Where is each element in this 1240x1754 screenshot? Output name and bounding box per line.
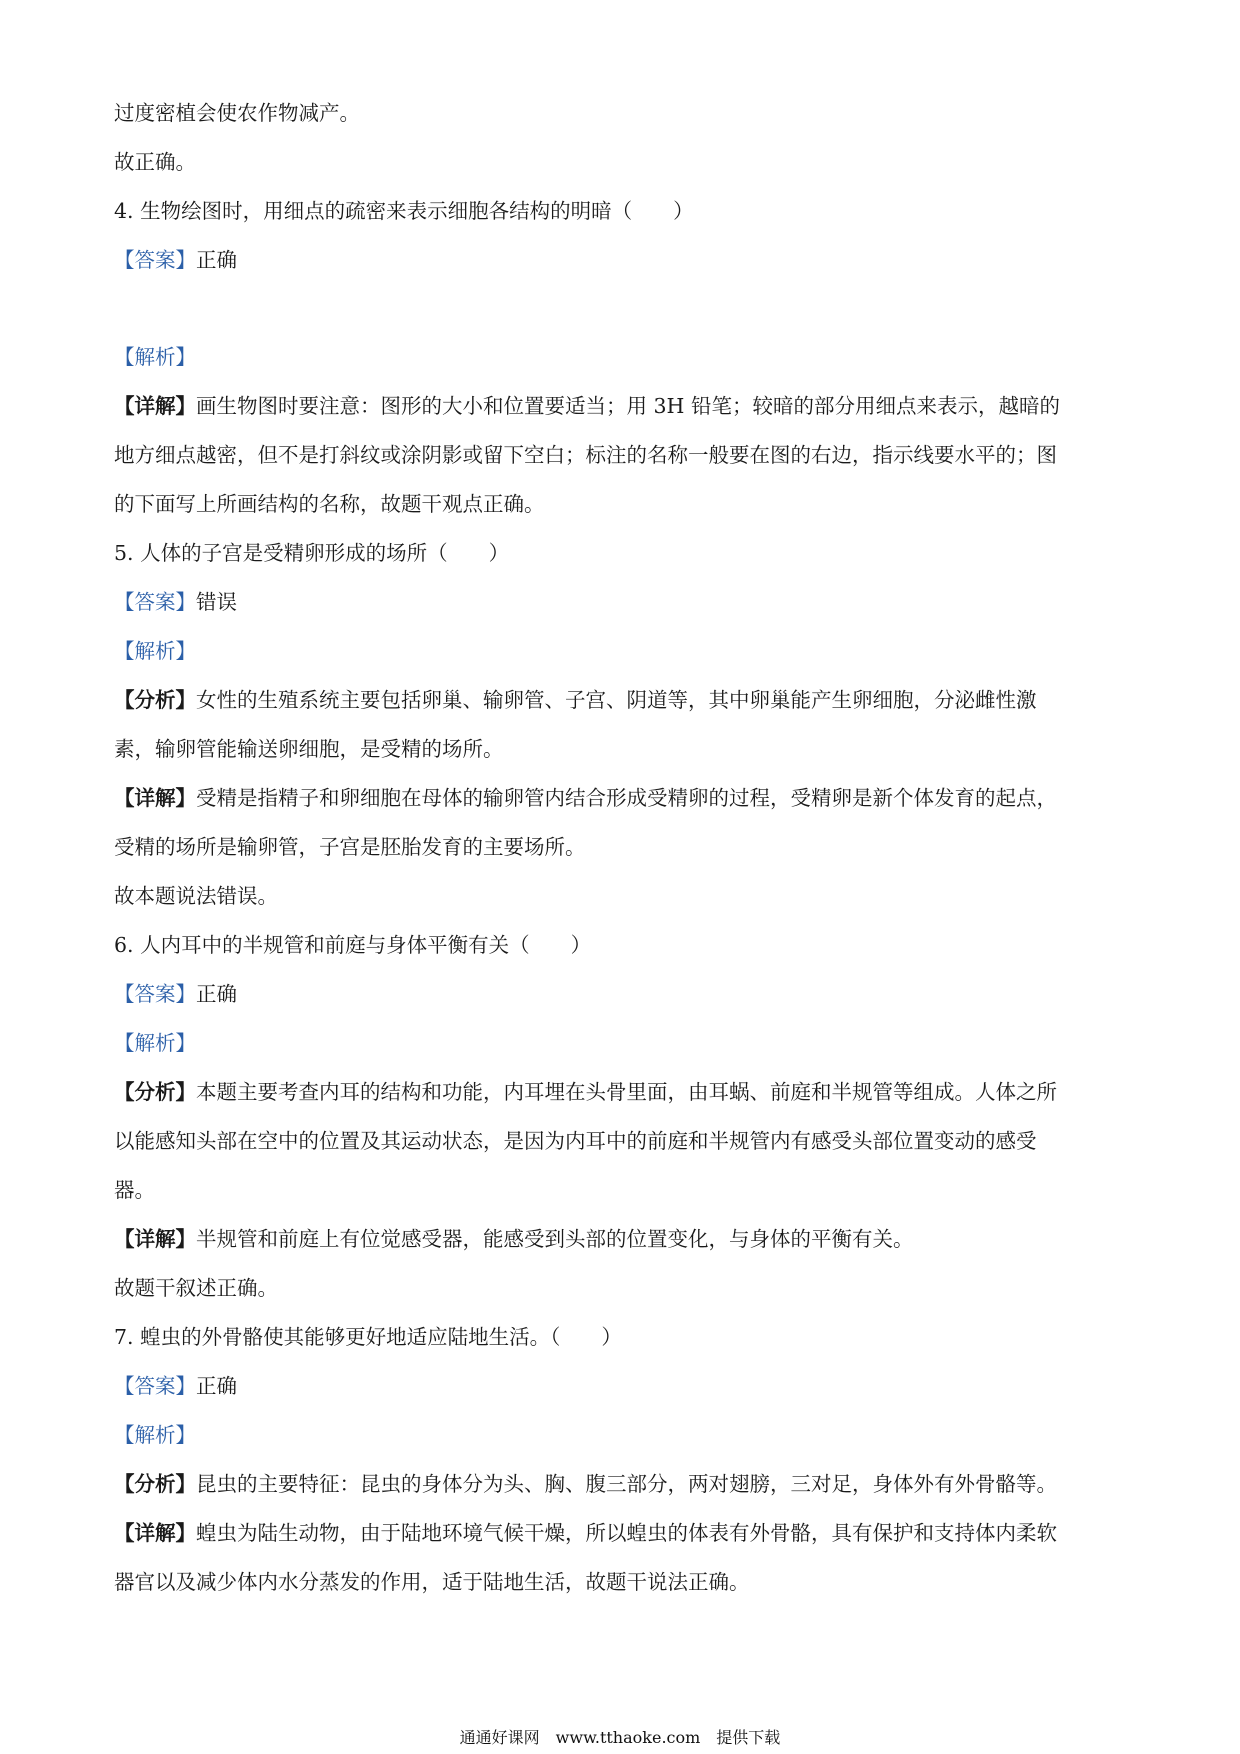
q5-fenxi-tag: 【分析】: [114, 688, 196, 712]
q6-fenxi-line-2: 以能感知头部在空中的位置及其运动状态，是因为内耳中的前庭和半规管内有感受头部位置变动的感受: [114, 1129, 1037, 1153]
q6-conclusion: 故题干叙述正确。: [114, 1276, 278, 1300]
q6-analysis-line: [114, 1028, 1130, 1058]
q5-detail-line-2: 受精的场所是输卵管，子宫是胚胎发育的主要场所。: [114, 835, 586, 859]
q5-detail-tag: 【详解】: [114, 786, 196, 810]
q4-detail-line-3: 的下面写上所画结构的名称，故题干观点正确。: [114, 492, 545, 516]
question-5: 5. 人体的子宫是受精卵形成的场所（ ）: [114, 541, 510, 565]
q6-fenxi-line-3: 器。: [114, 1178, 155, 1202]
q4-analysis-tag: 【解析】: [114, 345, 196, 369]
q7-fenxi-line-1: [114, 1469, 1130, 1499]
q7-analysis-line: [114, 1420, 1130, 1450]
q4-detail-tag: 【详解】: [114, 394, 196, 418]
question-7: 7. 蝗虫的外骨骼使其能够更好地适应陆地生活。（ ）: [114, 1325, 622, 1349]
q4-detail-line-2: 地方细点越密，但不是打斜纹或涂阴影或留下空白；标注的名称一般要在图的右边，指示线要水平的；图: [114, 443, 1057, 467]
q6-detail-tag: 【详解】: [114, 1227, 196, 1251]
q6-answer-line: [114, 979, 1130, 1009]
q6-answer-tag: 【答案】: [114, 982, 196, 1006]
q7-detail-tag: 【详解】: [114, 1521, 196, 1545]
q5-fenxi-text-1: 女性的生殖系统主要包括卵巢、输卵管、子宫、阴道等，其中卵巢能产生卵细胞，分泌雌性激: [196, 688, 1037, 712]
q6-fenxi-tag: 【分析】: [114, 1080, 196, 1104]
q5-analysis-tag: 【解析】: [114, 639, 196, 663]
q7-fenxi-tag: 【分析】: [114, 1472, 196, 1496]
intro-line-2: 故正确。: [114, 150, 196, 174]
q6-analysis-tag: 【解析】: [114, 1031, 196, 1055]
q7-analysis-tag: 【解析】: [114, 1423, 196, 1447]
q6-detail-text-1: 半规管和前庭上有位觉感受器，能感受到头部的位置变化，与身体的平衡有关。: [196, 1227, 914, 1251]
q5-answer-line: [114, 587, 1130, 617]
q4-answer-tag: 【答案】: [114, 248, 196, 272]
q4-answer-line: [114, 245, 1130, 275]
question-4: 4. 生物绘图时，用细点的疏密来表示细胞各结构的明暗（ ）: [114, 199, 694, 223]
q5-answer-tag: 【答案】: [114, 590, 196, 614]
q6-fenxi-line-1: [114, 1077, 1130, 1107]
q7-detail-text-1: 蝗虫为陆生动物，由于陆地环境气候干燥，所以蝗虫的体表有外骨骼，具有保护和支持体内柔软: [196, 1521, 1057, 1545]
q7-detail-line-1: [114, 1518, 1130, 1548]
q6-fenxi-text-1: 本题主要考查内耳的结构和功能，内耳埋在头骨里面，由耳蜗、前庭和半规管等组成。人体之所: [196, 1080, 1057, 1104]
page-footer: 通通好课网 www.tthaoke.com 提供下载: [459, 1728, 781, 1747]
q5-fenxi-line-1: [114, 685, 1130, 715]
q5-detail-line-1: [114, 783, 1130, 813]
q5-fenxi-line-2: 素，输卵管能输送卵细胞，是受精的场所。: [114, 737, 504, 761]
q5-analysis-line: [114, 636, 1130, 666]
q5-conclusion: 故本题说法错误。: [114, 884, 278, 908]
intro-line-1: 过度密植会使农作物减产。: [114, 101, 360, 125]
q7-answer-tag: 【答案】: [114, 1374, 196, 1398]
q6-answer-value: 正确: [196, 982, 237, 1006]
q6-detail-line-1: [114, 1224, 1130, 1254]
q7-detail-line-2: 器官以及减少体内水分蒸发的作用，适于陆地生活，故题干说法正确。: [114, 1570, 750, 1594]
q4-answer-value: 正确: [196, 248, 237, 272]
q5-answer-value: 错误: [196, 590, 237, 614]
q7-answer-line: [114, 1371, 1130, 1401]
q4-detail-text-1: 画生物图时要注意：图形的大小和位置要适当；用 3H 铅笔；较暗的部分用细点来表示，越暗的: [196, 394, 1060, 418]
q7-answer-value: 正确: [196, 1374, 237, 1398]
document-content: [114, 98, 1130, 1597]
q7-fenxi-text-1: 昆虫的主要特征：昆虫的身体分为头、胸、腹三部分，两对翅膀，三对足，身体外有外骨骼等。: [196, 1472, 1057, 1496]
q4-analysis-line: [114, 342, 1130, 372]
question-6: 6. 人内耳中的半规管和前庭与身体平衡有关（ ）: [114, 933, 592, 957]
q4-detail-line-1: [114, 391, 1130, 421]
q5-detail-text-1: 受精是指精子和卵细胞在母体的输卵管内结合形成受精卵的过程，受精卵是新个体发育的起点，: [196, 786, 1057, 810]
